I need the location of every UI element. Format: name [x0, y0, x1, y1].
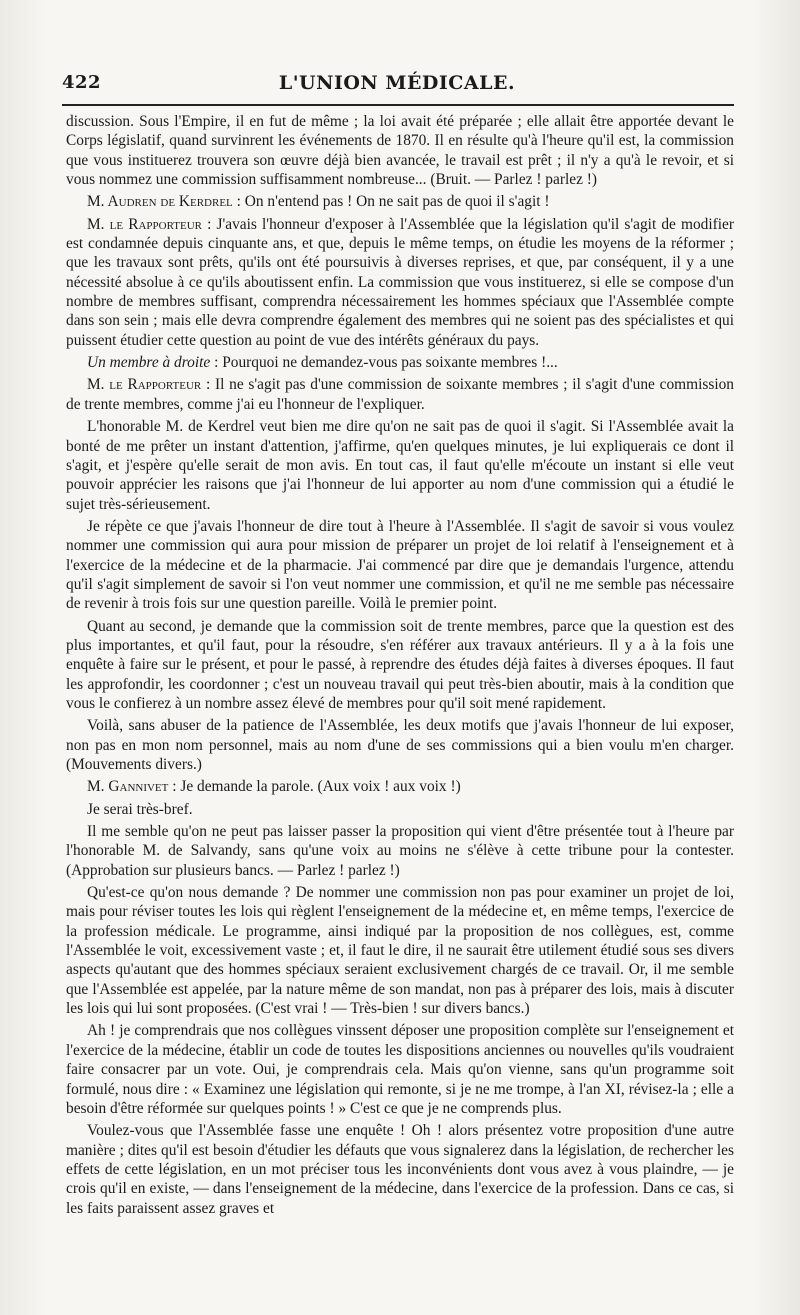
paragraph — [66, 822, 734, 880]
paragraph — [66, 716, 734, 774]
paragraph-text: Voilà, sans abuser de la patience de l'Assemblée, les deux motifs que j'avais l'honneur de lui exposer, non pas en mon nom personnel, mais au nom d'une de ses commissions qui a bien voulu m'en charger. (Mouvements divers.) — [66, 717, 734, 773]
paragraph-text: : On n'entend pas ! On ne sait pas de quoi il s'agit ! — [232, 193, 550, 211]
paragraph — [66, 1021, 734, 1118]
paragraph — [66, 112, 734, 189]
paragraph-text: Voulez-vous que l'Assemblée fasse une enquête ! Oh ! alors présentez votre proposition d'une autre manière ; dites qu'il est besoin d'étudier les défauts que vous signalerez dans la législation, de rechercher les effets de cette législation, en un mot préciser tous les inconvénients dont vous avez à vous plaindre, — je crois qu'il en existe, — dans l'enseignement de la médecine, dans l'exercice de la profession. Dans ce cas, si les faits paraissent assez graves et — [66, 1122, 734, 1217]
paragraph — [66, 777, 734, 796]
paragraph — [66, 1121, 734, 1218]
paragraph — [66, 883, 734, 1018]
speaker-name: M. le Rapporteur — [87, 376, 202, 394]
speaker-name: M. Gannivet — [87, 778, 169, 796]
paragraph-text: : Je demande la parole. (Aux voix ! aux voix !) — [168, 778, 461, 796]
header-rule — [62, 104, 734, 106]
paragraph-text: Quant au second, je demande que la commission soit de trente membres, parce que la question est des plus importantes, et qu'il faut, pour la résoudre, s'en référer aux travaux antérieurs. Il y a à la fois une enquête à faire sur le présent, et pour le passé, à reprendre des études déjà faites à diverses époques. Il faut les approfondir, les coordonner ; c'est un nouveau travail qui peut très-bien aboutir, mais à la condition que vous le confierez à un nombre assez élevé de membres pour qu'il soit mené rapidement. — [66, 617, 734, 712]
paragraph-text: : Il ne s'agit pas d'une commission de soixante membres ; il s'agit d'une commission de trente membres, comme j'ai eu l'honneur de l'expliquer. — [66, 376, 735, 413]
paragraph-text: Je serai très-bref. — [87, 800, 193, 818]
paragraph — [66, 215, 734, 350]
paragraph-text: discussion. Sous l'Empire, il en fut de même ; la loi avait été préparée ; elle allait être apportée devant le Corps législatif, quand survinrent les événements de 1870. Il en résulte qu'à l'heure qu'il est, la commission que vous instituerez trouvera son œuvre déjà bien avancée, le travail est prêt ; il n'y a qu'à le revoir, et si vous nommez une commission suffisamment nombreuse... (Bruit. — Parlez ! parlez !) — [66, 113, 734, 189]
paragraph — [66, 517, 734, 614]
paragraph-text: : Pourquoi ne demandez-vous pas soixante membres !... — [210, 354, 558, 372]
paragraph — [66, 375, 734, 414]
speaker-name: M. le Rapporteur — [87, 215, 202, 233]
paragraph-text: Il me semble qu'on ne peut pas laisser passer la proposition qui vient d'être présentée tout à l'heure par l'honorable M. de Salvandy, sans qu'une voix au moins ne s'élève à cette tribune pour la contester. (Approbation sur plusieurs bancs. — Parlez ! parlez !) — [66, 823, 734, 879]
paragraph — [66, 353, 734, 372]
paragraph — [66, 617, 734, 714]
speaker-name: M. Audren de Kerdrel — [87, 193, 233, 211]
page-number: 422 — [62, 72, 102, 93]
paragraph — [66, 417, 734, 514]
body-text — [66, 112, 734, 1221]
paragraph-text: L'honorable M. de Kerdrel veut bien me dire qu'on ne sait pas de quoi il s'agit. Si l'Assemblée avait la bonté de me prêter un instant d'attention, j'affirme, qu'en quelques minutes, je lui expliquerais ce dont il s'agit, et j'espère qu'elle serait de mon avis. En tout cas, il faut qu'elle m'écoute un instant si elle veut pouvoir apprécier les raisons que j'ai l'honneur de lui apporter au nom d'une commission qui a étudié le sujet très-sérieusement. — [66, 418, 734, 513]
paragraph-text: Je répète ce que j'avais l'honneur de dire tout à l'heure à l'Assemblée. Il s'agit de savoir si vous voulez nommer une commission qui aura pour mission de préparer un projet de loi relatif à l'enseignement et à l'exercice de la médecine et de la pharmacie. J'ai commencé par dire que je demandais l'urgence, attendu qu'il s'agit simplement de savoir si l'on veut nommer une commission, et qu'il ne me semble pas nécessaire de revenir à trois fois sur une question pareille. Voilà le premier point. — [66, 517, 734, 613]
speaker-name: Un membre à droite — [87, 354, 211, 372]
paragraph — [66, 800, 734, 819]
paragraph-text: Ah ! je comprendrais que nos collègues vinssent déposer une proposition complète sur l'enseignement et l'exercice de la médecine, établir un code de toutes les dispositions anciennes ou nouvelles qu'ils voudraient faire consacrer par un vote. Oui, je comprendrais cela. Mais qu'on vienne, sans qu'un programme soit formulé, nous dire : « Examinez une législation qui remonte, si je ne me trompe, à l'an XI, révisez-la ; elle a besoin d'être réformée sur quelques points ! » C'est ce que je ne comprends plus. — [66, 1022, 734, 1117]
paragraph-text: : J'avais l'honneur d'exposer à l'Assemblée que la législation qu'il s'agit de modifier est condamnée depuis cinquante ans, et que, depuis le même temps, on étudie les moyens de la réformer ; que les travaux sont prêts, qu'ils ont été poursuivis à diverses reprises, et que, par conséquent, il y a une nécessité absolue à ce qu'ils aboutissent enfin. La commission que vous instituerez, si elle se compose d'un nombre de membres suffisant, comprendra nécessairement les hommes spéciaux que l'Assemblée compte dans son sein ; mais elle devra comprendre également des membres qui ne soient pas des spécialistes et qui puissent étudier cette question au point de vue des intérêts généraux du pays. — [66, 215, 734, 349]
page-header — [62, 72, 732, 100]
paragraph-text: Qu'est-ce qu'on nous demande ? De nommer une commission non pas pour examiner un projet de loi, mais pour réviser toutes les lois qui règlent l'enseignement de la médecine et, en même temps, l'exercice de la profession médicale. Le programme, ainsi indiqué par la proposition de nos collègues, est, comme l'Assemblée le voit, excessivement vaste ; et, il faut le dire, il ne saurait être utilement étudié sous ses divers aspects qu'autant que des hommes spéciaux seraient exclusivement chargés de ce travail. Or, il me semble que l'Assemblée est appelée, par la nature même de son mandat, non pas à préparer des lois, mais à discuter les lois qui lui sont proposées. (C'est vrai ! — Très-bien ! sur divers bancs.) — [66, 884, 734, 1018]
paragraph — [66, 192, 734, 211]
running-title: L'UNION MÉDICALE. — [278, 72, 516, 94]
